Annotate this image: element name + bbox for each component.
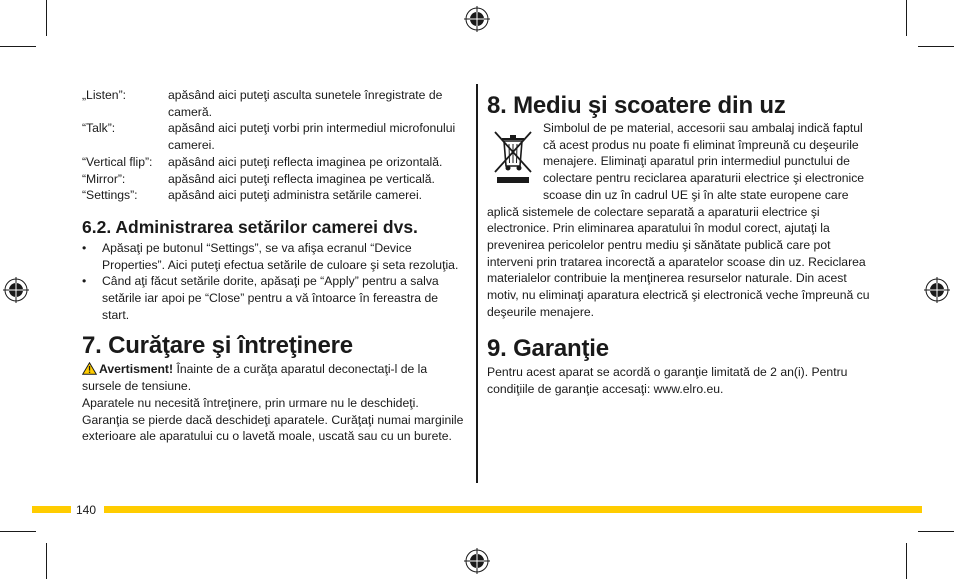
disposal-paragraph: Simbolul de pe material, accesorii sau ambalaj indică faptul că acest produs nu poate fi eliminat împreună cu deşeurile menajere. Eliminaţi aparatul prin intermediul punctului de colectare pentru reciclarea aparaturii electrice şi electronice scoase din uz în cadrul UE şi în alte state europene care aplică sistemele de colectare separată a aparaturii electrice şi electronice. Prin eliminarea aparatului în modul corect, ajutaţi la prevenirea pericolelor pentru mediu şi sănătate publică care pot interveni prin tratarea incorectă a aparatelor scoase din uz. Reciclarea materialelor contribuie la menţinerea resurselor naturale. Din acest motiv, nu eliminaţi aparatura electrică şi electronică veche împreună cu deşeurile menajere. [487, 121, 870, 319]
crop-mark [0, 46, 36, 47]
crop-mark [906, 543, 907, 579]
definition-term: „Listen”: [82, 88, 127, 102]
list-item: • Când aţi făcut setările dorite, apăsaţi pe “Apply” pentru a salva setările iar apoi pe “Close” pentru a vă întoarce în fereastra de start. [82, 273, 464, 323]
definition-desc: apăsând aici puteţi reflecta imaginea pe orizontală. [168, 154, 443, 169]
definition-row [82, 171, 464, 188]
section-heading-6-2: 6.2. Administrarea setărilor camerei dvs. [82, 216, 418, 237]
definition-row [82, 120, 464, 153]
crop-mark [918, 531, 954, 532]
disposal-block [487, 120, 875, 320]
crop-mark [46, 543, 47, 579]
registration-mark-icon [3, 277, 29, 303]
registration-mark-icon [464, 6, 490, 32]
warning-label: Avertisment! [99, 362, 174, 377]
warning-triangle-icon [82, 362, 97, 375]
definition-desc: apăsând aici puteţi administra setările camerei. [168, 188, 423, 203]
left-column [82, 87, 464, 445]
section-heading-7: 7. Curăţare şi întreţinere [82, 332, 353, 360]
definition-desc: apăsând aici puteţi asculta sunetele înregistrate de cameră. [168, 88, 443, 119]
registration-mark-icon [924, 277, 950, 303]
warranty-paragraph: Pentru acest aparat se acordă o garanţie limitată de 2 an(i). Pentru condiţiile de garanţie accesaţi: www.elro.eu. [487, 365, 848, 397]
section-heading-9: 9. Garanţie [487, 335, 609, 363]
crop-mark [0, 531, 36, 532]
definition-row [82, 187, 464, 204]
definition-term: “Vertical flip”: [82, 154, 153, 169]
crossed-out-wheelie-bin-icon [489, 124, 537, 186]
bullet-list [82, 240, 464, 324]
maintenance-paragraph: Aparatele nu necesită întreţinere, prin urmare nu le deschideţi. Garanţia se pierde dacă deschideţi aparatele. Curăţaţi numai marginile exterioare ale aparatului cu o lavetă moale, uscată sau cu un burete. [82, 395, 464, 444]
definition-row [82, 87, 464, 120]
section-heading-8: 8. Mediu şi scoatere din uz [487, 92, 786, 119]
definition-term: “Talk”: [82, 121, 116, 136]
footer-accent-bar-left [32, 506, 71, 513]
list-item: • Apăsaţi pe butonul “Settings”, se va afişa ecranul “Device Properties”. Aici puteţi efectua setările de culoare şi seta rezoluţia. [82, 240, 464, 273]
crop-mark [46, 0, 47, 36]
crop-mark [918, 46, 954, 47]
registration-mark-icon [464, 548, 490, 574]
definition-term: “Settings”: [82, 188, 138, 203]
footer-accent-bar-right [104, 506, 922, 513]
definition-list [82, 87, 464, 204]
definition-row [82, 154, 464, 171]
page-number: 140 [76, 503, 97, 517]
right-column [487, 91, 875, 398]
column-divider [476, 84, 478, 483]
crop-mark [906, 0, 907, 36]
definition-desc: apăsând aici puteţi vorbi prin intermediul microfonului camerei. [168, 121, 456, 153]
warning-paragraph [82, 361, 464, 394]
definition-desc: apăsând aici puteţi reflecta imaginea pe verticală. [168, 171, 435, 186]
warning-text: Înainte de a curăţa aparatul deconectaţi-l de la sursele de tensiune. [82, 362, 428, 394]
definition-term: “Mirror”: [82, 171, 126, 186]
